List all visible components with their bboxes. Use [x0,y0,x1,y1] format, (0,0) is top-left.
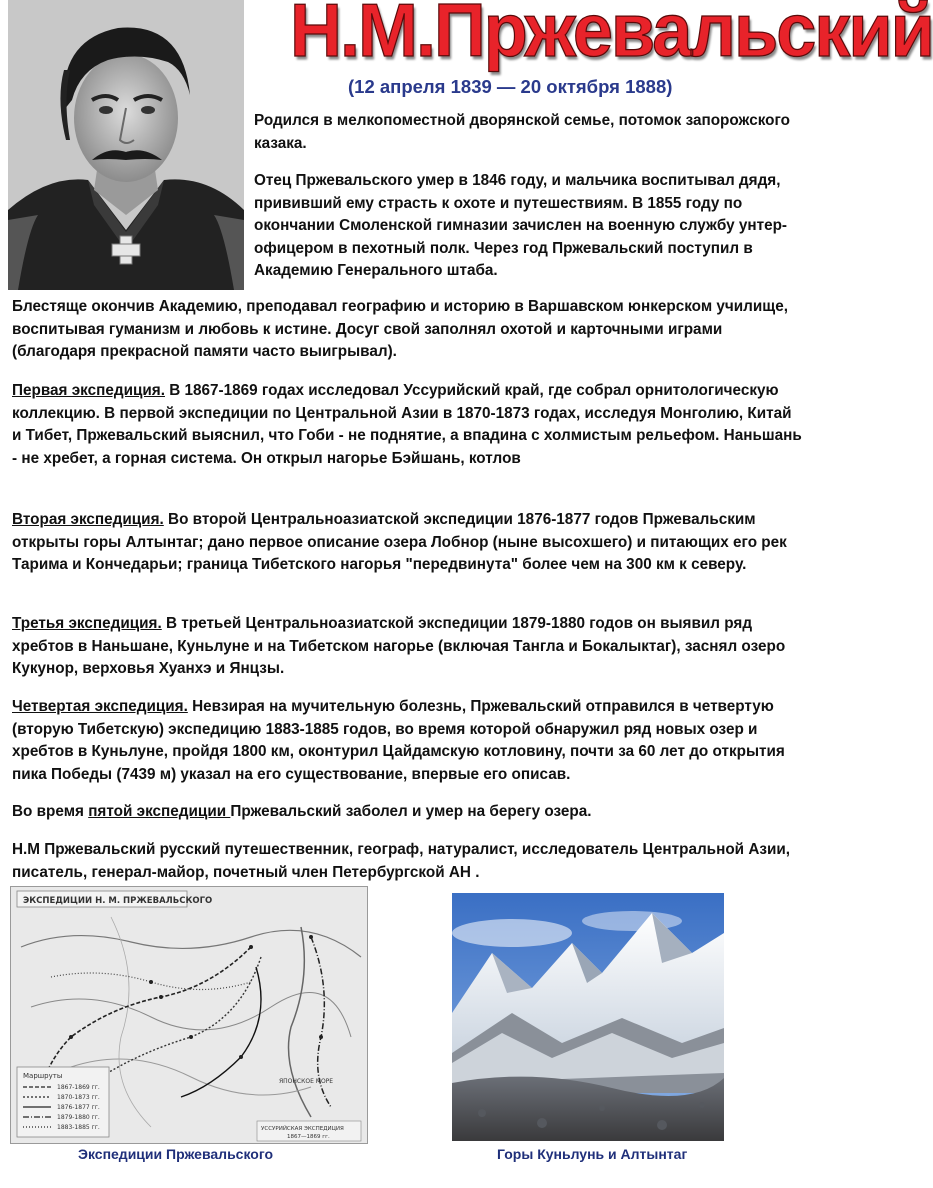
expedition-2-paragraph [12,509,804,577]
map-legend-item: 1883-1885 гг. [57,1124,100,1131]
map-legend-item: 1867-1869 гг. [57,1084,100,1091]
map-caption: Экспедиции Пржевальского [78,1146,274,1162]
expedition-2-heading: Вторая экспедиция. [12,511,164,528]
portrait-illustration [8,0,244,290]
map-illustration [11,887,367,1143]
expeditions-map [10,886,368,1144]
fifth-text-before: Во время [12,803,89,820]
fifth-expedition-heading: пятой экспедиции [88,803,231,820]
expedition-4-heading: Четвертая экспедиция. [12,698,188,715]
photo-caption: Горы Куньлунь и Алтынтаг [497,1146,688,1162]
map-legend-item: 1876-1877 гг. [57,1104,100,1111]
intro-paragraph-1: Родился в мелкопоместной дворянской семье, потомок запорожского казака. [254,112,791,152]
expedition-1-text: В 1867-1869 годах исследовал Уссурийский край, где собрал орнитологическую коллекцию. В первой экспедиции по Центральной Азии в 1870-1873 годах, исследуя Монголию, Китай и Тибет, Пржевальский выяснил, что Гоби - не поднятие, а впадина с холмистым рельефом. Наньшань - не хребет, а горная система. Он открыл нагорье Бэйшань, котлов [12,382,802,467]
fifth-expedition-paragraph [12,801,804,824]
expedition-1-heading: Первая экспедиция. [12,382,165,399]
summary-paragraph: Н.М Пржевальский русский путешественник, географ, натуралист, исследователь Центральной Азии, писатель, генерал-майор, почетный член Петербургской АН . [12,841,791,881]
map-legend-title: Маршруты [23,1072,63,1080]
expedition-1-paragraph [12,380,804,470]
intro-paragraph-2: Отец Пржевальского умер в 1846 году, и мальчика воспитывал дядя, прививший ему страсть к охоте и путешествиям. В 1855 году по окончании Смоленской гимназии зачислен на военную службу унтер-офицером в пехотный полк. Через год Пржевальский поступил в Академию Генерального штаба. [254,172,788,279]
fifth-text-after: Пржевальский заболел и умер на берегу озера. [230,803,592,820]
expedition-4-text: Невзирая на мучительную болезнь, Пржевальский отправился в четвертую (вторую Тибетскую) экспедицию 1883-1885 годов, во время которой обнаружил ряд новых озер и хребтов в Куньлуне, пройдя 1800 км, оконтурил Цайдамскую котловину, почти за 60 лет до открытия пика Победы (7439 м) указал на его существование, впервые его описав. [12,698,785,783]
map-legend-item: 1870-1873 гг. [57,1094,100,1101]
map-expedition-label: УССУРИЙСКАЯ ЭКСПЕДИЦИЯ [261,1126,344,1132]
mountain-photo [452,893,724,1141]
expedition-4-paragraph [12,696,804,786]
expedition-3-heading: Третья экспедиция. [12,615,162,632]
map-expedition-years: 1867—1869 гг. [287,1134,330,1140]
portrait-photo [8,0,244,290]
academy-paragraph: Блестяще окончив Академию, преподавал географию и историю в Варшавском юнкерском училище, воспитывая гуманизм и любовь к истине. Досуг свой заполнял охотой и карточными играми (благодаря прекрасной памяти часто выигрывал). [12,298,788,360]
map-sea-label: ЯПОНСКОЕ МОРЕ [279,1078,334,1085]
expedition-3-text: В третьей Центральноазиатской экспедиции 1879-1880 годов он выявил ряд хребтов в Наньшане, Куньлуне и на Тибетском нагорье (включая Тангла и Бокалыктаг), заснял озеро Кукунор, верховья Хуанхэ и Янцзы. [12,615,786,677]
expedition-2-text: Во второй Центральноазиатской экспедиции 1876-1877 годов Пржевальским открыты горы Алтынтаг; дано первое описание озера Лобнор (ныне высохшего) и питающих его рек Тарима и Кончедарьи; граница Тибетского нагорья "передвинута" более чем на 300 км к северу. [12,511,787,573]
map-title: ЭКСПЕДИЦИИ Н. М. ПРЖЕВАЛЬСКОГО [23,896,213,906]
life-dates: (12 апреля 1839 — 20 октября 1888) [348,76,673,97]
expedition-3-paragraph [12,613,804,681]
map-legend-item: 1879-1880 гг. [57,1114,100,1121]
page-title: Н.М.Пржевальский [290,0,933,74]
mountain-illustration [452,893,724,1141]
